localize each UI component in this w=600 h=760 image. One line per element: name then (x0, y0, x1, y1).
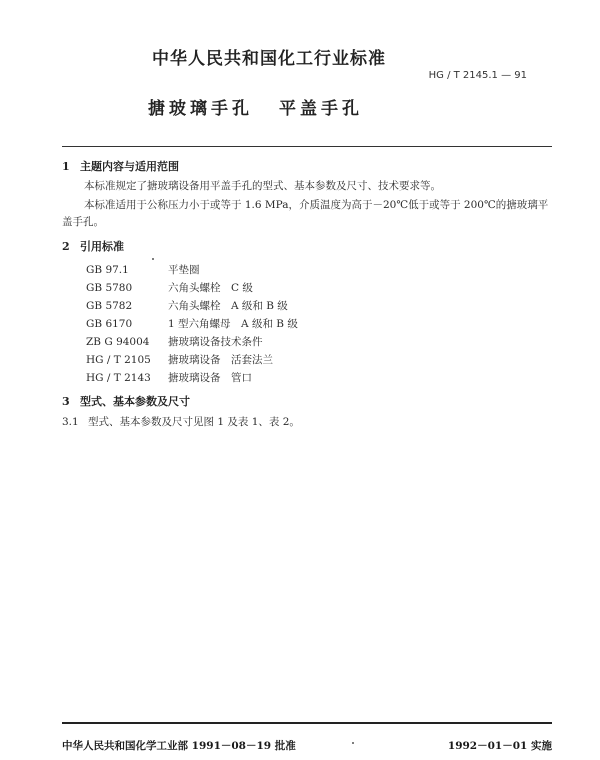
reference-title: 搪玻璃设备技术条件 (168, 336, 263, 348)
reference-code: GB 5782 (86, 300, 133, 312)
section-3-number: 3 (62, 395, 70, 408)
section-1-paragraph-2: 本标准适用于公称压力小于或等于 1.6 MPa，介质温度为高于－20℃低于或等于 200℃的搪玻璃平盖手孔。 (62, 199, 549, 228)
reference-item (86, 280, 253, 295)
reference-title: 1 型六角螺母 A 级和 B 级 (168, 318, 298, 330)
header-rule (62, 146, 552, 147)
section-1-paragraph-1: 本标准规定了搪玻璃设备用平盖手孔的型式、基本参数及尺寸、技术要求等。 (84, 180, 441, 192)
reference-title: 六角头螺栓 C 级 (168, 282, 253, 294)
standard-title: 中华人民共和国化工行业标准 (152, 49, 386, 69)
standard-code: HG / T 2145.1 — 91 (428, 70, 527, 81)
section-1-heading (62, 158, 179, 174)
reference-code: ZB G 94004 (86, 336, 150, 348)
reference-code: HG / T 2105 (86, 354, 151, 366)
reference-code: GB 5780 (86, 282, 133, 294)
clause-3-1-text: 型式、基本参数及尺寸见图 1 及表 1、表 2。 (88, 416, 300, 428)
scan-speck (352, 742, 354, 744)
scan-speck (152, 258, 154, 260)
section-2-number: 2 (62, 240, 70, 253)
section-1-number: 1 (62, 160, 70, 173)
reference-item (86, 316, 298, 331)
section-2-title: 引用标准 (80, 240, 124, 253)
section-1-title: 主题内容与适用范围 (80, 160, 179, 173)
reference-item (86, 370, 252, 385)
effective-date: 1992－01－01 实施 (447, 740, 552, 752)
reference-item (86, 352, 273, 367)
reference-code: GB 97.1 (86, 264, 129, 276)
reference-code: GB 6170 (86, 318, 133, 330)
clause-3-1 (62, 414, 300, 429)
reference-item (86, 298, 288, 313)
reference-item (86, 334, 263, 349)
footer-rule (62, 722, 552, 724)
reference-title: 平垫圈 (168, 264, 200, 276)
clause-3-1-number: 3.1 (62, 416, 79, 428)
document-title-part1: 搪玻璃手孔 (148, 99, 253, 119)
reference-title: 六角头螺栓 A 级和 B 级 (168, 300, 288, 312)
section-3-heading (62, 393, 190, 409)
section-3-title: 型式、基本参数及尺寸 (80, 395, 190, 408)
reference-item (86, 262, 200, 277)
section-2-heading (62, 238, 124, 254)
reference-title: 搪玻璃设备 活套法兰 (168, 354, 273, 366)
document-title-part2: 平盖手孔 (279, 99, 363, 119)
reference-code: HG / T 2143 (86, 372, 151, 384)
approval-line: 中华人民共和国化学工业部 1991－08－19 批准 (62, 740, 296, 752)
reference-title: 搪玻璃设备 管口 (168, 372, 252, 384)
document-title (148, 94, 363, 119)
